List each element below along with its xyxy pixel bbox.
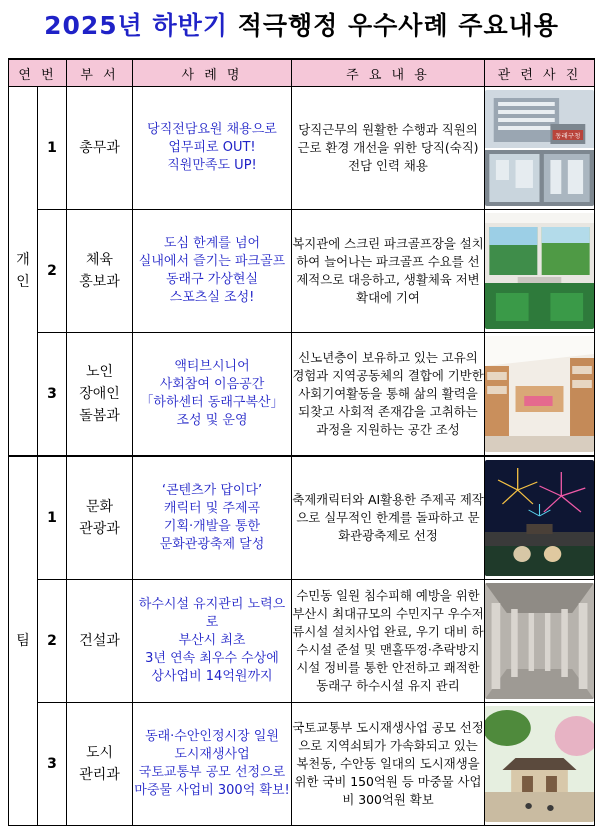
fireworks-festival-photo xyxy=(485,460,594,576)
title-year: 2025년 xyxy=(44,11,143,40)
case-content: 복지관에 스크린 파크골프장을 설치하여 늘어나는 파크골프 수요를 선제적으로 대응하고, 생활체육 저변 확대에 기여 xyxy=(292,210,485,333)
page-title xyxy=(0,6,603,46)
table-row xyxy=(9,333,595,457)
traditional-village-render-photo xyxy=(485,706,594,822)
case-title: 하수시설 유지관리 노력으로 부산시 최초 3년 연속 최우수 수상에 상사업비 14억원까지 xyxy=(133,580,292,703)
row-number: 1 xyxy=(38,87,67,210)
row-number: 2 xyxy=(38,210,67,333)
department: 총무과 xyxy=(67,87,133,210)
row-number: 2 xyxy=(38,580,67,703)
department: 문화 관광과 xyxy=(67,456,133,580)
header-no: 연 번 xyxy=(9,59,67,87)
department: 체육 홍보과 xyxy=(67,210,133,333)
office-building-photo xyxy=(485,90,594,206)
case-title: 동래·수안인정시장 일원 도시재생사업 국토교통부 공모 선정으로 마중물 사업비 300억 확보! xyxy=(133,703,292,826)
title-half: 하반기 xyxy=(152,11,228,40)
case-title: 액티브시니어 사회참여 이음공간 「하하센터 동래구복산」 조성 및 운영 xyxy=(133,333,292,457)
row-number: 3 xyxy=(38,333,67,457)
screen-golf-room-photo xyxy=(485,213,594,329)
table-row xyxy=(9,87,595,210)
table-row xyxy=(9,456,595,580)
svg-text:동래구청: 동래구청 xyxy=(555,133,581,140)
case-content: 신노년층이 보유하고 있는 고유의 경험과 지역공동체의 결합에 기반한 사회기여활동을 통해 삶의 활력을 되찾고 사회적 존재감을 고취하는 과정을 지원하는 공간 조성 xyxy=(292,333,485,457)
group-individual: 개 인 xyxy=(9,87,38,457)
table-row xyxy=(9,580,595,703)
header-photo: 관 련 사 진 xyxy=(485,59,595,87)
case-content: 국토교통부 도시재생사업 공모 선정으로 지역쇠퇴가 가속화되고 있는 복천동, 수안동 일대의 도시재생을 위한 국비 150억원 등 마중물 사업비 300억원 확보 xyxy=(292,703,485,826)
case-title: 도심 한계를 넘어 실내에서 즐기는 파크골프 동래구 가상현실 스포츠실 조성! xyxy=(133,210,292,333)
table-row xyxy=(9,210,595,333)
case-content: 축제캐릭터와 AI활용한 주제곡 제작으로 실무적인 한계를 돌파하고 문화관광축제로 선정 xyxy=(292,456,485,580)
group-team: 팀 xyxy=(9,456,38,826)
header-dept: 부 서 xyxy=(67,59,133,87)
underground-reservoir-photo xyxy=(485,583,594,699)
header-case: 사 례 명 xyxy=(133,59,292,87)
header-content: 주 요 내 용 xyxy=(292,59,485,87)
senior-center-interior-photo xyxy=(485,336,594,452)
case-content: 수민동 일원 침수피해 예방을 위한 부산시 최대규모의 수민지구 우수저류시설 설치사업 완료, 우기 대비 하수시설 준설 및 맨홀뚜껑·추락방지시설 정비를 통한 안전하고 쾌적한 동래구 하수시설 유지 관리 xyxy=(292,580,485,703)
department: 노인 장애인 돌봄과 xyxy=(67,333,133,457)
case-title: 당직전담요원 채용으로 업무피로 OUT! 직원만족도 UP! xyxy=(133,87,292,210)
title-rest: 적극행정 우수사례 주요내용 xyxy=(237,11,559,40)
table-row xyxy=(9,703,595,826)
department: 도시 관리과 xyxy=(67,703,133,826)
case-title: ‘콘텐츠가 답이다’ 캐릭터 및 주제곡 기획·개발을 통한 문화관광축제 달성 xyxy=(133,456,292,580)
row-number: 1 xyxy=(38,456,67,580)
row-number: 3 xyxy=(38,703,67,826)
department: 건설과 xyxy=(67,580,133,703)
case-content: 당직근무의 원활한 수행과 직원의 근로 환경 개선을 위한 당직(숙직) 전담 인력 채용 xyxy=(292,87,485,210)
cases-table xyxy=(8,58,595,826)
header-row xyxy=(9,59,595,87)
